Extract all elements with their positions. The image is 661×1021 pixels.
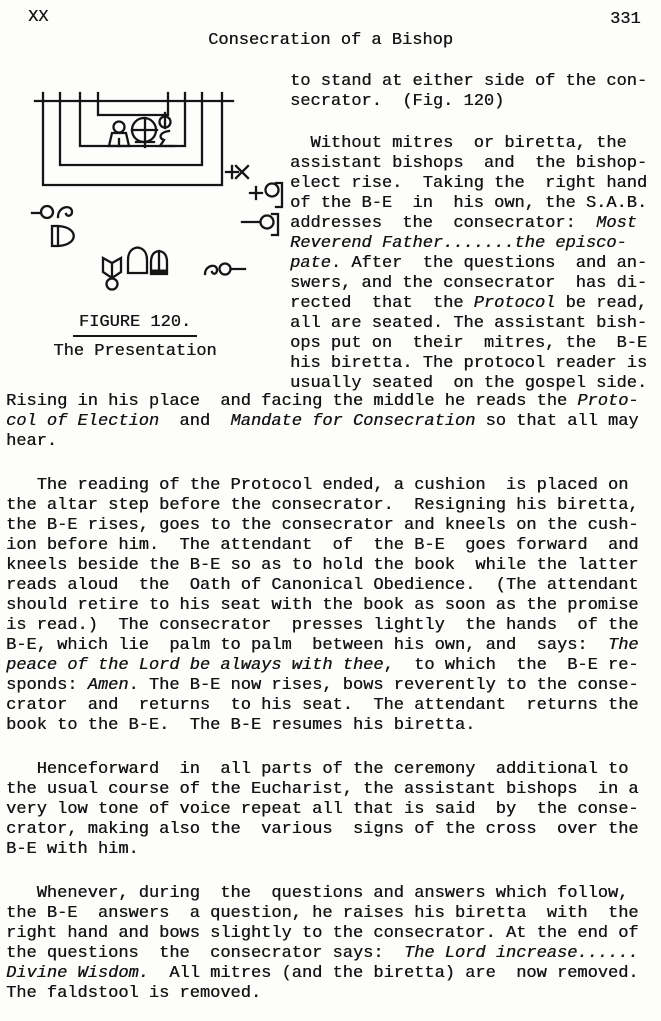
text-line: col of Election and Mandate for Consecration so that all may [6, 412, 639, 431]
text-line: Without mitres or biretta, the [290, 134, 627, 153]
text-line: should retire to his seat with the book as soon as the promise [6, 596, 639, 615]
paragraph [6, 884, 639, 1004]
attendant-symbol [109, 122, 129, 147]
text-line: usually seated on the gospel side. [290, 374, 648, 393]
text-line: the usual course of the Eucharist, the assistant bishops in a [6, 780, 639, 799]
text-line: of the B-E in his own, the S.A.B. [290, 194, 648, 213]
text-line: peace of the Lord be always with thee, to which the B-E re- [6, 656, 639, 675]
assistant-bishop-seat-lower [242, 214, 278, 235]
page-number: 331 [610, 10, 641, 29]
second-assistant-symbol [205, 264, 245, 275]
text-line: The reading of the Protocol ended, a cushion is placed on [6, 476, 629, 495]
text-line: his biretta. The protocol reader is [290, 354, 648, 373]
chaplain-symbol [160, 113, 175, 146]
figure-number-line [25, 313, 245, 337]
text-line: Whenever, during the questions and answers which follow, [6, 884, 629, 903]
text-line: The faldstool is removed. [6, 984, 262, 1003]
crozier-bearer-symbol [32, 206, 72, 218]
figure-title: The Presentation [53, 342, 217, 361]
text-line: is read.) The consecrator presses lightly the hands of the [6, 616, 639, 635]
sanctuary-steps [35, 93, 233, 185]
text-line: book to the B-E. The B-E resumes his biretta. [6, 716, 476, 735]
running-title: Consecration of a Bishop [208, 31, 453, 50]
consecrator-symbol [132, 118, 157, 147]
text-line: B-E with him. [6, 840, 139, 859]
text-line: crator and returns to his seat. The attendant returns the [6, 696, 639, 715]
faldstool-symbol [52, 226, 74, 246]
text-line: assistant bishops and the bishop- [290, 154, 648, 173]
text-line: kneels beside the B-E so as to hold the book while the latter [6, 556, 639, 575]
figure-caption [25, 313, 245, 362]
figure-120-diagram [5, 88, 290, 306]
text-line: rected that the Protocol be read, [290, 294, 648, 313]
text-line: sponds: Amen. The B-E now rises, bows reverently to the conse- [6, 676, 639, 695]
paragraph [290, 134, 647, 394]
text-body [6, 392, 639, 1004]
paragraph [6, 760, 639, 860]
text-line: the B-E answers a question, he raises his biretta with the [6, 904, 639, 923]
text-line: pate. After the questions and an- [290, 254, 648, 273]
text-line: Henceforward in all parts of the ceremony additional to [6, 760, 629, 779]
paragraph [6, 476, 639, 736]
text-line: to stand at either side of the con- [290, 72, 648, 91]
paragraph [290, 72, 647, 112]
chapter-roman-numeral: XX [28, 8, 49, 27]
text-line: the questions the consecrator says: The Lord increase...... [6, 944, 639, 963]
text-line: addresses the consecrator: Most [290, 214, 637, 233]
text-line: right hand and bows slightly to the consecrator. At the end of [6, 924, 639, 943]
text-line: secrator. (Fig. 120) [290, 92, 505, 111]
text-line: B-E, which lie palm to palm between his own, and says: The [6, 636, 639, 655]
figure-number: FIGURE 120. [73, 313, 197, 337]
text-line: ops put on their mitres, the B-E [290, 334, 648, 353]
text-line: hear. [6, 432, 58, 451]
text-line: Rising in his place and facing the middle he reads the Proto- [6, 392, 639, 411]
text-line: ion before him. The attendant of the B-E goes forward and [6, 536, 639, 555]
processional-cross-symbol [226, 166, 248, 178]
text-line: Divine Wisdom. All mitres (and the biretta) are now removed. [6, 964, 639, 983]
text-line: the B-E rises, goes to the consecrator and kneels on the cush- [6, 516, 639, 535]
text-line: the altar step before the consecrator. Resigning his biretta, [6, 496, 639, 515]
text-line: Reverend Father.......the episco- [290, 234, 627, 253]
paragraph [6, 392, 639, 452]
altar [98, 93, 168, 115]
mitre-bearer-symbols [128, 248, 168, 275]
text-line: very low tone of voice repeat all that is said by the conse- [6, 800, 639, 819]
text-line: elect rise. Taking the right hand [290, 174, 648, 193]
assistant-bishop-seat-upper [250, 183, 282, 207]
text-line: crator, making also the various signs of the cross over the [6, 820, 639, 839]
text-line: swers, and the consecrator has di- [290, 274, 648, 293]
text-line: reads aloud the Oath of Canonical Obedience. (The attendant [6, 576, 639, 595]
text-column-right [290, 72, 647, 394]
text-line: all are seated. The assistant bish- [290, 314, 648, 333]
book-bearer-symbol [103, 258, 121, 290]
